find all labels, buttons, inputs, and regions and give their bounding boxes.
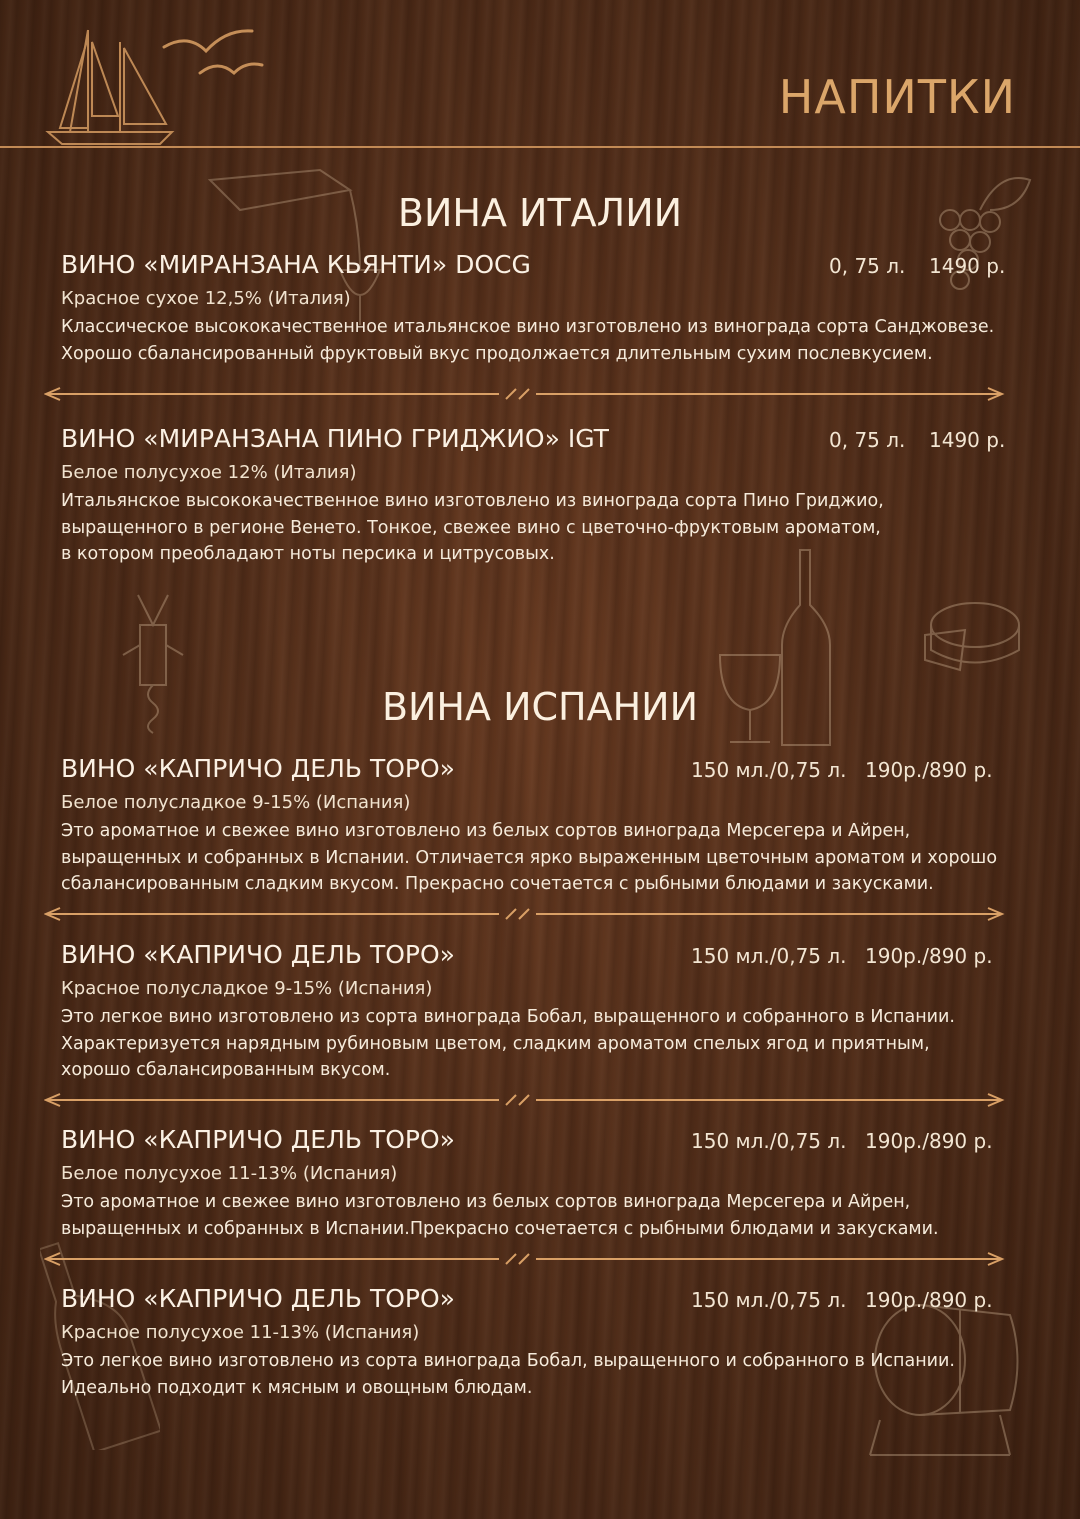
item-subtitle: Белое полусухое 12% (Италия) — [61, 462, 357, 483]
section-title-spain: ВИНА ИСПАНИИ — [381, 685, 699, 729]
description-line: Классическое высококачественное итальянское вино изготовлено из винограда сорта Санджовезе. — [61, 317, 995, 337]
item-description — [61, 1189, 1051, 1242]
item-price: 1490 р. — [929, 428, 1006, 452]
item-subtitle: Белое полусухое 11-13% (Испания) — [61, 1163, 398, 1184]
item-name: ВИНО «КАПРИЧО ДЕЛЬ ТОРО» — [61, 754, 455, 783]
header-divider — [0, 146, 1080, 148]
item-name: ВИНО «МИРАНЗАНА КЬЯНТИ» DOCG — [61, 250, 531, 279]
item-subtitle: Белое полусладкое 9-15% (Испания) — [61, 792, 411, 813]
item-price: 190р./890 р. — [865, 758, 993, 782]
description-line: Это легкое вино изготовлено из сорта винограда Бобал, выращенного и собранного в Испании. — [61, 1351, 955, 1371]
grapes-icon — [920, 160, 1050, 320]
item-divider — [44, 1247, 1006, 1271]
description-line: Это легкое вино изготовлено из сорта винограда Бобал, выращенного и собранного в Испании. — [61, 1007, 955, 1027]
description-line: Итальянское высококачественное вино изготовлено из винограда сорта Пино Гриджио, — [61, 491, 884, 511]
item-divider — [44, 1088, 1006, 1112]
item-description — [61, 1004, 1051, 1084]
item-volume: 0, 75 л. — [829, 254, 906, 278]
item-divider — [44, 902, 1006, 926]
item-name: ВИНО «МИРАНЗАНА ПИНО ГРИДЖИО» IGT — [61, 424, 609, 453]
description-line: хорошо сбалансированным вкусом. — [61, 1060, 391, 1080]
item-subtitle: Красное сухое 12,5% (Италия) — [61, 288, 351, 309]
item-subtitle: Красное полусухое 11-13% (Испания) — [61, 1322, 420, 1343]
item-price: 1490 р. — [929, 254, 1006, 278]
description-line: выращенного в регионе Венето. Тонкое, свежее вино с цветочно-фруктовым ароматом, — [61, 517, 881, 538]
item-name: ВИНО «КАПРИЧО ДЕЛЬ ТОРО» — [61, 940, 455, 969]
item-price: 190р./890 р. — [865, 1288, 993, 1312]
item-description — [61, 488, 1051, 568]
description-line: выращенных и собранных в Испании. Отличается ярко выраженным цветочным ароматом и хорошо — [61, 847, 998, 868]
item-volume: 150 мл./0,75 л. — [691, 758, 847, 782]
item-price: 190р./890 р. — [865, 944, 993, 968]
item-volume: 0, 75 л. — [829, 428, 906, 452]
description-line: Это ароматное и свежее вино изготовлено из белых сортов винограда Мерсегера и Айрен, — [61, 821, 911, 841]
description-line: Идеально подходит к мясным и овощным блюдам. — [61, 1377, 533, 1398]
item-volume: 150 мл./0,75 л. — [691, 1288, 847, 1312]
item-name: ВИНО «КАПРИЧО ДЕЛЬ ТОРО» — [61, 1125, 455, 1154]
item-divider — [44, 382, 1006, 406]
section-title-italy: ВИНА ИТАЛИИ — [397, 191, 683, 235]
item-description — [61, 314, 1051, 367]
description-line: выращенных и собранных в Испании.Прекрасно сочетается с рыбными блюдами и закусками. — [61, 1218, 939, 1239]
item-description — [61, 818, 1051, 898]
item-volume: 150 мл./0,75 л. — [691, 944, 847, 968]
description-line: Хорошо сбалансированный фруктовый вкус продолжается длительным сухим послевкусием. — [61, 343, 933, 364]
item-price: 190р./890 р. — [865, 1129, 993, 1153]
item-volume: 150 мл./0,75 л. — [691, 1129, 847, 1153]
sailing-ship-icon — [40, 20, 180, 148]
description-line: Характеризуется нарядным рубиновым цветом, сладким ароматом спелых ягод и приятным, — [61, 1033, 930, 1054]
description-line: Это ароматное и свежее вино изготовлено из белых сортов винограда Мерсегера и Айрен, — [61, 1192, 911, 1212]
item-subtitle: Красное полусладкое 9-15% (Испания) — [61, 978, 433, 999]
item-name: ВИНО «КАПРИЧО ДЕЛЬ ТОРО» — [61, 1284, 455, 1313]
seagull-icon — [160, 25, 265, 85]
cheese-icon — [915, 595, 1025, 675]
item-description — [61, 1348, 1051, 1401]
description-line: в котором преобладают ноты персика и цитрусовых. — [61, 544, 555, 564]
description-line: сбалансированным сладким вкусом. Прекрасно сочетается с рыбными блюдами и закусками. — [61, 874, 934, 894]
page-title: НАПИТКИ — [778, 70, 1016, 124]
